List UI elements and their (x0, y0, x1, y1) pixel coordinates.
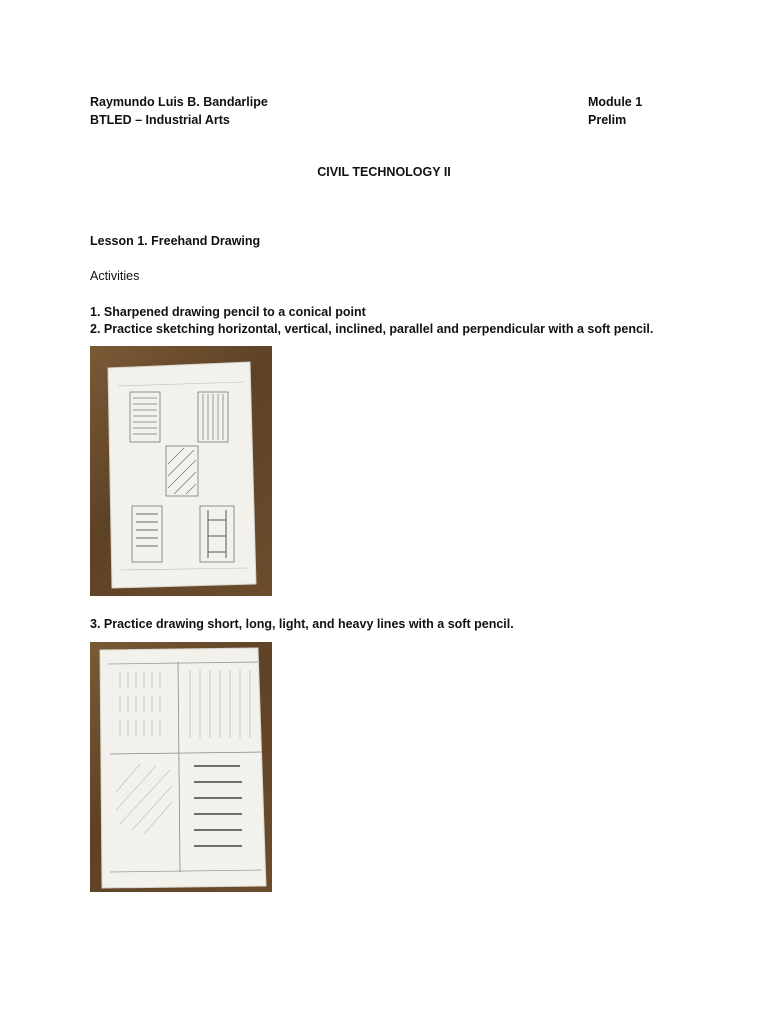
sketch-photo-basic-lines (90, 346, 272, 596)
activities-label: Activities (90, 269, 140, 283)
author-name: Raymundo Luis B. Bandarlipe (90, 95, 268, 109)
program-name: BTLED – Industrial Arts (90, 113, 230, 127)
document-title: CIVIL TECHNOLOGY II (317, 165, 451, 179)
lesson-heading: Lesson 1. Freehand Drawing (90, 234, 261, 248)
term-label: Prelim (588, 113, 627, 127)
activity-item-1: 1. Sharpened drawing pencil to a conical point (90, 305, 366, 319)
activity-item-2: 2. Practice sketching horizontal, vertical, inclined, parallel and perpendicular with a soft pencil. (90, 322, 654, 336)
module-label: Module 1 (588, 95, 643, 109)
activity-item-3: 3. Practice drawing short, long, light, and heavy lines with a soft pencil. (90, 617, 514, 631)
sketch-photo-line-weights (90, 642, 272, 892)
